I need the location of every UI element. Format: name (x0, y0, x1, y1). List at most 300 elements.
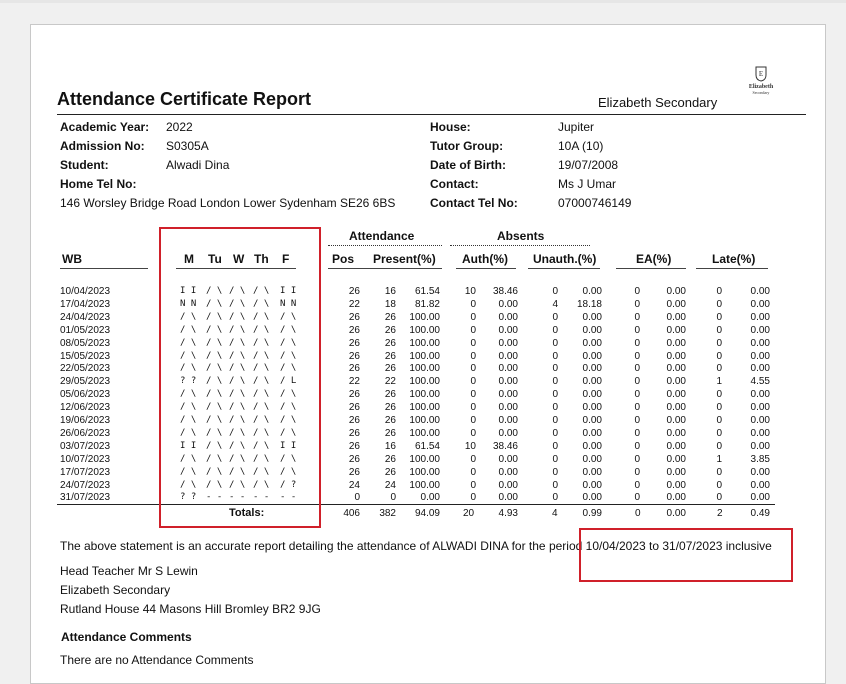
late-header-rule (696, 268, 768, 269)
cell-present-pct: 61.54 (414, 440, 440, 452)
cell-late: 0 (716, 286, 722, 297)
cell-unauth: 0 (552, 415, 558, 426)
address-value: 146 Worsley Bridge Road London Lower Sydenham SE26 6BS (60, 196, 396, 210)
cell-mon: ? ? (180, 376, 197, 387)
cell-auth: 10 (464, 440, 476, 452)
cell-pos: 26 (348, 337, 360, 349)
cell-ea-pct: 0.00 (666, 402, 686, 414)
cell-auth: 0 (470, 324, 476, 336)
cell-pos: 24 (348, 479, 360, 491)
absents-group-rule (450, 245, 590, 246)
dob-label: Date of Birth: (430, 158, 506, 172)
cell-late-pct: 0.00 (750, 298, 770, 310)
cell-pos: 26 (348, 286, 360, 297)
home-tel-label: Home Tel No: (60, 177, 137, 191)
cell-tue: / \ (206, 427, 223, 438)
cell-unauth: 4 (552, 298, 558, 310)
cell-wed: / \ (229, 427, 246, 438)
cell-auth: 0 (470, 427, 476, 439)
cell-ea: 0 (634, 376, 640, 388)
cell-thu: / \ (253, 479, 270, 490)
cell-ea: 0 (634, 363, 640, 375)
cell-unauth: 0 (552, 402, 558, 414)
cell-late: 0 (716, 350, 722, 362)
cell-present: 26 (384, 466, 396, 478)
cell-fri: / ? (280, 479, 297, 490)
cell-mon: / \ (180, 389, 197, 400)
cell-fri: / \ (280, 311, 297, 322)
cell-present: 26 (384, 337, 396, 349)
cell-unauth-pct: 0.00 (582, 286, 602, 297)
cell-auth-pct: 38.46 (492, 286, 518, 297)
logo-line-1: Elizabeth (748, 84, 774, 90)
cell-pos: 26 (348, 402, 360, 414)
totals-ea-pct: 0.00 (666, 508, 686, 519)
cell-present-pct: 100.00 (409, 376, 440, 388)
cell-tue: / \ (206, 376, 223, 387)
days-highlight-box (159, 227, 321, 528)
cell-pos: 26 (348, 324, 360, 336)
totals-ea: 0 (635, 508, 641, 519)
cell-late: 0 (716, 402, 722, 414)
absents-group-header: Absents (497, 229, 545, 243)
cell-fri: I I (280, 286, 297, 296)
cell-unauth-pct: 0.00 (582, 466, 602, 478)
totals-unauth-pct: 0.99 (582, 508, 602, 519)
cell-auth-pct: 0.00 (498, 389, 518, 401)
cell-ea-pct: 0.00 (666, 479, 686, 491)
cell-auth-pct: 0.00 (498, 466, 518, 478)
cell-tue: / \ (206, 311, 223, 322)
cell-late: 0 (716, 311, 722, 323)
cell-thu: / \ (253, 402, 270, 413)
statement-prefix: The above statement is an accurate report detailing the attendance of ALWADI DINA for the period (60, 539, 586, 553)
cell-wed: / \ (229, 440, 246, 451)
cell-wed: / \ (229, 286, 246, 296)
cell-wed: / \ (229, 376, 246, 387)
cell-wb: 22/05/2023 (60, 363, 111, 375)
cell-thu: / \ (253, 376, 270, 387)
cell-ea-pct: 0.00 (666, 466, 686, 478)
cell-pos: 22 (348, 376, 360, 388)
crest-icon (755, 66, 767, 82)
footer-address: Rutland House 44 Masons Hill Bromley BR2 9JG (60, 602, 321, 616)
cell-present-pct: 100.00 (409, 415, 440, 426)
cell-auth-pct: 0.00 (498, 492, 518, 504)
cell-late-pct: 0.00 (750, 415, 770, 426)
cell-present-pct: 100.00 (409, 324, 440, 336)
cell-unauth-pct: 0.00 (582, 415, 602, 426)
totals-auth: 20 (463, 508, 475, 519)
cell-wb: 08/05/2023 (60, 337, 111, 349)
cell-mon: I I (180, 286, 197, 296)
cell-present: 26 (384, 389, 396, 401)
cell-tue: / \ (206, 337, 223, 348)
cell-present-pct: 100.00 (409, 427, 440, 439)
cell-mon: / \ (180, 350, 197, 361)
student-label: Student: (60, 158, 109, 172)
contact-tel-label: Contact Tel No: (430, 196, 518, 210)
cell-wed: / \ (229, 363, 246, 374)
cell-tue: / \ (206, 350, 223, 361)
cell-mon: / \ (180, 415, 197, 425)
cell-pos: 26 (348, 350, 360, 362)
cell-late-pct: 0.00 (750, 286, 770, 297)
cell-present: 26 (384, 324, 396, 336)
cell-late: 0 (716, 427, 722, 439)
cell-present-pct: 100.00 (409, 337, 440, 349)
cell-thu: / \ (253, 363, 270, 374)
cell-pos: 26 (348, 427, 360, 439)
cell-ea-pct: 0.00 (666, 286, 686, 297)
col-header-auth: Auth(%) (462, 252, 508, 266)
student-value: Alwadi Dina (166, 158, 230, 172)
cell-present-pct: 81.82 (414, 298, 440, 310)
cell-wb: 12/06/2023 (60, 402, 111, 414)
cell-auth: 0 (470, 311, 476, 323)
cell-mon: / \ (180, 402, 197, 413)
academic-year-value: 2022 (166, 120, 193, 134)
cell-present-pct: 100.00 (409, 402, 440, 414)
cell-auth: 0 (470, 415, 476, 426)
cell-late-pct: 0.00 (750, 479, 770, 491)
cell-ea-pct: 0.00 (666, 324, 686, 336)
cell-thu: - - (253, 492, 270, 503)
totals-late: 2 (717, 508, 723, 519)
cell-present-pct: 100.00 (409, 466, 440, 478)
school-name: Elizabeth Secondary (598, 95, 718, 110)
cell-present: 24 (384, 479, 396, 491)
cell-unauth-pct: 0.00 (582, 389, 602, 401)
cell-ea-pct: 0.00 (666, 440, 686, 452)
comments-title: Attendance Comments (61, 630, 192, 644)
cell-ea: 0 (634, 466, 640, 478)
cell-auth-pct: 0.00 (498, 363, 518, 375)
cell-fri: I I (280, 440, 297, 451)
cell-late: 0 (716, 415, 722, 426)
cell-unauth-pct: 0.00 (582, 492, 602, 504)
cell-ea: 0 (634, 453, 640, 465)
cell-mon: I I (180, 440, 197, 451)
cell-unauth-pct: 18.18 (576, 298, 602, 310)
top-border (0, 0, 846, 3)
report-title: Attendance Certificate Report (57, 89, 312, 109)
cell-thu: / \ (253, 298, 270, 309)
cell-auth-pct: 0.00 (498, 311, 518, 323)
cell-late: 0 (716, 363, 722, 375)
cell-thu: / \ (253, 324, 270, 335)
cell-ea-pct: 0.00 (666, 311, 686, 323)
svg-text:E: E (758, 70, 764, 78)
cell-mon: / \ (180, 363, 197, 374)
cell-ea: 0 (634, 337, 640, 349)
cell-unauth-pct: 0.00 (582, 479, 602, 491)
cell-late: 0 (716, 479, 722, 491)
head-teacher: Head Teacher Mr S Lewin (60, 564, 198, 578)
cell-tue: / \ (206, 298, 223, 309)
col-header-m: M (184, 252, 194, 266)
col-header-th: Th (254, 252, 269, 266)
cell-ea: 0 (634, 298, 640, 310)
cell-present-pct: 61.54 (414, 286, 440, 297)
cell-tue: / \ (206, 453, 223, 464)
cell-wed: / \ (229, 324, 246, 335)
contact-value: Ms J Umar (558, 177, 616, 191)
comments-text: There are no Attendance Comments (60, 653, 254, 667)
cell-mon: / \ (180, 453, 197, 464)
cell-wed: / \ (229, 415, 246, 425)
logo-line-2: Secondary (752, 90, 770, 95)
cell-tue: / \ (206, 466, 223, 477)
cell-mon: / \ (180, 324, 197, 335)
cell-present-pct: 100.00 (409, 453, 440, 465)
cell-pos: 26 (348, 363, 360, 375)
totals-present: 382 (379, 508, 396, 519)
cell-present-pct: 100.00 (409, 479, 440, 491)
cell-unauth-pct: 0.00 (582, 376, 602, 388)
cell-pos: 26 (348, 389, 360, 401)
cell-wb: 24/07/2023 (60, 479, 111, 491)
cell-thu: / \ (253, 415, 270, 425)
cell-ea-pct: 0.00 (666, 453, 686, 465)
cell-fri: - - (280, 492, 297, 503)
cell-late-pct: 0.00 (750, 311, 770, 323)
contact-label: Contact: (430, 177, 479, 191)
col-header-late: Late(%) (712, 252, 756, 266)
cell-fri: N N (280, 298, 297, 309)
cell-auth: 0 (470, 492, 476, 504)
cell-wed: / \ (229, 298, 246, 309)
cell-tue: / \ (206, 324, 223, 335)
cell-late: 0 (716, 440, 722, 452)
cell-late: 0 (716, 337, 722, 349)
unauth-header-rule (528, 268, 600, 269)
col-header-w: W (233, 252, 245, 266)
cell-unauth: 0 (552, 286, 558, 297)
period-highlight-box (579, 528, 793, 582)
cell-ea: 0 (634, 324, 640, 336)
cell-auth-pct: 0.00 (498, 350, 518, 362)
cell-auth: 10 (464, 286, 476, 297)
col-header-f: F (282, 252, 290, 266)
cell-present: 26 (384, 402, 396, 414)
col-header-wb: WB (62, 252, 82, 266)
cell-auth-pct: 0.00 (498, 453, 518, 465)
cell-present-pct: 100.00 (409, 350, 440, 362)
cell-thu: / \ (253, 350, 270, 361)
cell-present-pct: 0.00 (420, 492, 440, 504)
cell-present: 22 (384, 376, 396, 388)
cell-wed: / \ (229, 311, 246, 322)
cell-late: 0 (716, 389, 722, 401)
cell-wb: 29/05/2023 (60, 376, 111, 388)
cell-auth-pct: 0.00 (498, 376, 518, 388)
cell-unauth: 0 (552, 376, 558, 388)
cell-unauth: 0 (552, 324, 558, 336)
cell-unauth: 0 (552, 466, 558, 478)
cell-unauth: 0 (552, 492, 558, 504)
cell-auth-pct: 0.00 (498, 415, 518, 426)
cell-present: 16 (384, 286, 396, 297)
cell-pos: 26 (348, 453, 360, 465)
cell-thu: / \ (253, 453, 270, 464)
totals-pos: 406 (343, 508, 360, 519)
auth-header-rule (456, 268, 516, 269)
attendance-group-rule (328, 245, 442, 246)
cell-present: 0 (390, 492, 396, 504)
cell-late-pct: 0.00 (750, 492, 770, 504)
col-header-ea: EA(%) (636, 252, 672, 266)
cell-unauth: 0 (552, 479, 558, 491)
cell-unauth: 0 (552, 337, 558, 349)
cell-wb: 10/07/2023 (60, 453, 111, 465)
cell-auth: 0 (470, 337, 476, 349)
cell-wb: 10/04/2023 (60, 286, 111, 297)
cell-wb: 15/05/2023 (60, 350, 111, 362)
cell-tue: / \ (206, 363, 223, 374)
cell-thu: / \ (253, 389, 270, 400)
cell-wed: / \ (229, 337, 246, 348)
cell-wb: 01/05/2023 (60, 324, 111, 336)
school-logo (744, 66, 778, 96)
cell-present-pct: 100.00 (409, 363, 440, 375)
cell-wed: / \ (229, 466, 246, 477)
col-header-unauth: Unauth.(%) (533, 252, 597, 266)
cell-ea: 0 (634, 402, 640, 414)
cell-ea: 0 (634, 479, 640, 491)
cell-wb: 24/04/2023 (60, 311, 111, 323)
col-header-present: Present(%) (373, 252, 436, 266)
cell-auth: 0 (470, 298, 476, 310)
cell-mon: / \ (180, 337, 197, 348)
cell-unauth-pct: 0.00 (582, 337, 602, 349)
cell-tue: - - (206, 492, 223, 503)
cell-fri: / \ (280, 363, 297, 374)
header-rule (57, 114, 806, 115)
cell-mon: ? ? (180, 492, 197, 503)
cell-unauth-pct: 0.00 (582, 402, 602, 414)
cell-ea: 0 (634, 286, 640, 297)
cell-mon: / \ (180, 311, 197, 322)
cell-ea-pct: 0.00 (666, 298, 686, 310)
cell-unauth: 0 (552, 311, 558, 323)
cell-tue: / \ (206, 415, 223, 425)
cell-present: 26 (384, 453, 396, 465)
cell-wed: / \ (229, 389, 246, 400)
tutor-group-label: Tutor Group: (430, 139, 504, 153)
contact-tel-value: 07000746149 (558, 196, 632, 210)
cell-present: 26 (384, 350, 396, 362)
cell-present: 26 (384, 311, 396, 323)
totals-label: Totals: (229, 507, 265, 519)
cell-wb: 03/07/2023 (60, 440, 111, 452)
cell-late: 1 (716, 376, 722, 388)
tutor-group-value: 10A (10) (558, 139, 604, 153)
cell-wed: / \ (229, 350, 246, 361)
cell-wb: 17/07/2023 (60, 466, 111, 478)
cell-late-pct: 0.00 (750, 402, 770, 414)
cell-wb: 17/04/2023 (60, 298, 111, 310)
wb-header-rule (60, 268, 148, 269)
cell-auth: 0 (470, 350, 476, 362)
attendance-group-header: Attendance (349, 229, 415, 243)
cell-unauth: 0 (552, 389, 558, 401)
cell-auth: 0 (470, 466, 476, 478)
cell-tue: / \ (206, 440, 223, 451)
cell-auth-pct: 0.00 (498, 402, 518, 414)
cell-unauth-pct: 0.00 (582, 324, 602, 336)
cell-late-pct: 0.00 (750, 389, 770, 401)
cell-auth-pct: 0.00 (498, 337, 518, 349)
admission-value: S0305A (166, 139, 209, 153)
cell-ea-pct: 0.00 (666, 363, 686, 375)
cell-late-pct: 0.00 (750, 350, 770, 362)
cell-unauth-pct: 0.00 (582, 350, 602, 362)
cell-auth-pct: 0.00 (498, 324, 518, 336)
dob-value: 19/07/2008 (558, 158, 619, 172)
cell-late: 0 (716, 298, 722, 310)
cell-ea: 0 (634, 311, 640, 323)
cell-unauth: 0 (552, 363, 558, 375)
cell-auth: 0 (470, 402, 476, 414)
cell-ea-pct: 0.00 (666, 337, 686, 349)
cell-thu: / \ (253, 311, 270, 322)
col-header-tu: Tu (208, 252, 222, 266)
cell-ea-pct: 0.00 (666, 376, 686, 388)
cell-present: 26 (384, 363, 396, 375)
cell-present: 18 (384, 298, 396, 310)
cell-fri: / \ (280, 453, 297, 464)
cell-pos: 0 (354, 492, 360, 504)
house-label: House: (430, 120, 471, 134)
cell-auth: 0 (470, 376, 476, 388)
cell-present-pct: 100.00 (409, 389, 440, 401)
cell-ea-pct: 0.00 (666, 415, 686, 426)
cell-wed: - - (229, 492, 246, 503)
cell-fri: / L (280, 376, 297, 387)
cell-unauth-pct: 0.00 (582, 311, 602, 323)
cell-thu: / \ (253, 440, 270, 451)
cell-wb: 26/06/2023 (60, 427, 111, 439)
totals-auth-pct: 4.93 (498, 508, 518, 519)
cell-unauth-pct: 0.00 (582, 363, 602, 375)
ea-header-rule (616, 268, 686, 269)
cell-pos: 22 (348, 298, 360, 310)
cell-unauth-pct: 0.00 (582, 427, 602, 439)
cell-wb: 31/07/2023 (60, 492, 111, 504)
cell-late-pct: 4.55 (750, 376, 770, 388)
cell-fri: / \ (280, 389, 297, 400)
cell-late: 0 (716, 324, 722, 336)
cell-pos: 26 (348, 311, 360, 323)
cell-ea: 0 (634, 427, 640, 439)
attendance-header-rule (328, 268, 442, 269)
cell-present: 26 (384, 415, 396, 426)
cell-late: 0 (716, 466, 722, 478)
cell-pos: 26 (348, 466, 360, 478)
cell-wed: / \ (229, 402, 246, 413)
totals-present-pct: 94.09 (414, 508, 440, 519)
cell-present-pct: 100.00 (409, 311, 440, 323)
cell-ea-pct: 0.00 (666, 427, 686, 439)
cell-late-pct: 0.00 (750, 440, 770, 452)
footer-school: Elizabeth Secondary (60, 583, 171, 597)
cell-thu: / \ (253, 286, 270, 296)
house-value: Jupiter (558, 120, 595, 134)
cell-fri: / \ (280, 350, 297, 361)
cell-wed: / \ (229, 453, 246, 464)
cell-fri: / \ (280, 415, 297, 425)
